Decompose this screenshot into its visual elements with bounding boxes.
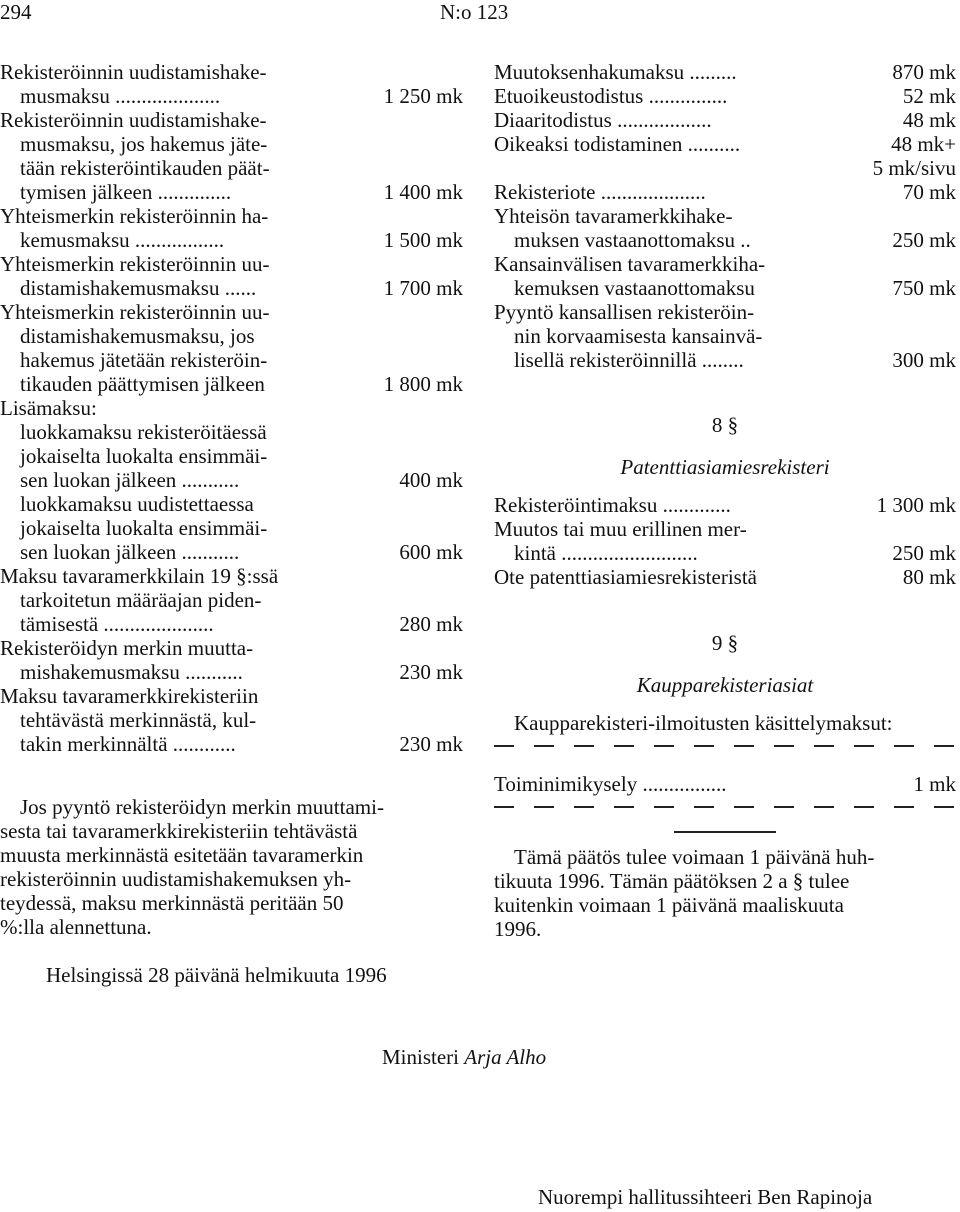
text-line: tarkoitetun määräajan piden- xyxy=(20,588,262,612)
text-line: Rekisteröinnin uudistamishake- xyxy=(0,60,267,84)
fee-label: Kansainvälisen tavaramerkkiha- xyxy=(494,252,766,276)
text-line: takin merkinnältä ............ xyxy=(20,732,236,756)
paragraph-line: rekisteröinnin uudistamishakemuksen yh- xyxy=(0,867,352,891)
fee-amount: 1 250 mk xyxy=(383,84,463,108)
section-title: Patenttiasiamiesrekisteri xyxy=(620,455,830,479)
text-line: tymisen jälkeen .............. xyxy=(20,180,232,204)
text-line: tämisestä ..................... xyxy=(20,612,214,636)
fee-amount: 1 700 mk xyxy=(383,276,463,300)
fee-amount: 1 300 mk xyxy=(876,493,956,517)
text-line: sen luokan jälkeen ........... xyxy=(20,468,240,492)
text-line: musmaksu, jos hakemus jäte- xyxy=(20,132,268,156)
fee-amount: 1 400 mk xyxy=(383,180,463,204)
section-number: 8 § xyxy=(711,413,739,437)
text-line: distamishakemusmaksu, jos xyxy=(20,324,255,348)
fee-amount: 1 500 mk xyxy=(383,228,463,252)
closing-line: 1996. xyxy=(494,917,542,941)
fee-label: Toiminimikysely ................ xyxy=(494,772,727,796)
issue-number: N:o 123 xyxy=(440,0,509,24)
fee-label: Yhteisön tavaramerkkihake- xyxy=(494,204,733,228)
fee-label: Muutos tai muu erillinen mer- xyxy=(494,517,747,541)
section-intro: Kaupparekisteri-ilmoitusten käsittelymaksut: xyxy=(514,711,893,735)
fee-amount: 300 mk xyxy=(892,348,956,372)
separator-rule xyxy=(674,831,776,833)
text-line: sen luokan jälkeen ........... xyxy=(20,540,240,564)
text-line: jokaiselta luokalta ensimmäi- xyxy=(20,444,268,468)
omission-dashes xyxy=(494,745,954,747)
paragraph-line: sesta tai tavaramerkkirekisteriin tehtävästä xyxy=(0,819,358,843)
fee-amount: 250 mk xyxy=(892,228,956,252)
page-number: 294 xyxy=(0,0,32,24)
fee-label: Oikeaksi todistaminen .......... xyxy=(494,132,741,156)
fee-label: kemuksen vastaanottomaksu xyxy=(514,276,755,300)
fee-amount: 1 800 mk xyxy=(383,372,463,396)
section-title: Kaupparekisteriasiat xyxy=(636,673,814,697)
fee-amount: 48 mk+ xyxy=(891,132,956,156)
fee-amount: 250 mk xyxy=(892,541,956,565)
text-line: luokkamaksu uudistettaessa xyxy=(20,492,254,516)
minister-title: Ministeri xyxy=(382,1045,459,1069)
text-line: Yhteismerkin rekisteröinnin uu- xyxy=(0,252,270,276)
text-line: luokkamaksu rekisteröitäessä xyxy=(20,420,267,444)
text-line: musmaksu .................... xyxy=(20,84,221,108)
fee-amount: 280 mk xyxy=(399,612,463,636)
text-line: kemusmaksu ................. xyxy=(20,228,225,252)
fee-label: kintä .......................... xyxy=(514,541,698,565)
fee-amount: 870 mk xyxy=(892,60,956,84)
fee-label: Rekisteröintimaksu ............. xyxy=(494,493,731,517)
place-date: Helsingissä 28 päivänä helmikuuta 1996 xyxy=(46,963,387,987)
fee-amount: 600 mk xyxy=(399,540,463,564)
fee-amount: 230 mk xyxy=(399,732,463,756)
omission-dashes xyxy=(494,806,954,808)
paragraph-line: %:lla alennettuna. xyxy=(0,915,152,939)
fee-label: Muutoksenhakumaksu ......... xyxy=(494,60,737,84)
paragraph-line: Jos pyyntö rekisteröidyn merkin muuttami- xyxy=(20,795,384,819)
fee-amount: 52 mk xyxy=(902,84,956,108)
fee-label: Pyyntö kansallisen rekisteröin- xyxy=(494,300,755,324)
fee-label: Rekisteriote .................... xyxy=(494,180,706,204)
text-line: Yhteismerkin rekisteröinnin ha- xyxy=(0,204,269,228)
closing-line: Tämä päätös tulee voimaan 1 päivänä huh- xyxy=(514,845,875,869)
text-line: distamishakemusmaksu ...... xyxy=(20,276,257,300)
fee-amount: 48 mk xyxy=(902,108,956,132)
fee-amount: 230 mk xyxy=(399,660,463,684)
paragraph-line: muusta merkinnästä esitetään tavaramerkin xyxy=(0,843,364,867)
fee-amount: 400 mk xyxy=(399,468,463,492)
text-line: tään rekisteröintikauden päät- xyxy=(20,156,270,180)
text-line: hakemus jätetään rekisteröin- xyxy=(20,348,268,372)
text-line: Yhteismerkin rekisteröinnin uu- xyxy=(0,300,270,324)
text-line: Maksu tavaramerkkilain 19 §:ssä xyxy=(0,564,279,588)
fee-label: Ote patenttiasiamiesrekisteristä xyxy=(494,565,757,589)
fee-amount: 5 mk/sivu xyxy=(872,156,956,180)
signature-secretary: Nuorempi hallitussihteeri Ben Rapinoja xyxy=(538,1185,873,1209)
text-line: tehtävästä merkinnästä, kul- xyxy=(20,708,257,732)
text-line: mishakemusmaksu ........... xyxy=(20,660,243,684)
fee-amount: 80 mk xyxy=(902,565,956,589)
section-number: 9 § xyxy=(711,631,739,655)
fee-label: muksen vastaanottomaksu .. xyxy=(514,228,751,252)
fee-label: Etuoikeustodistus ............... xyxy=(494,84,728,108)
text-line: Lisämaksu: xyxy=(0,396,97,420)
text-line: Rekisteröidyn merkin muutta- xyxy=(0,636,254,660)
text-line: tikauden päättymisen jälkeen xyxy=(20,372,265,396)
closing-line: kuitenkin voimaan 1 päivänä maaliskuuta xyxy=(494,893,844,917)
fee-label: Diaaritodistus .................. xyxy=(494,108,712,132)
fee-amount: 70 mk xyxy=(902,180,956,204)
closing-line: tikuuta 1996. Tämän päätöksen 2 a § tulee xyxy=(494,869,850,893)
text-line: jokaiselta luokalta ensimmäi- xyxy=(20,516,268,540)
fee-label: nin korvaamisesta kansainvä- xyxy=(514,324,763,348)
signature-minister xyxy=(382,1045,546,1069)
fee-amount: 1 mk xyxy=(913,772,956,796)
paragraph-line: teydessä, maksu merkinnästä peritään 50 xyxy=(0,891,344,915)
minister-name: Arja Alho xyxy=(464,1045,547,1069)
fee-label: lisellä rekisteröinnillä ........ xyxy=(514,348,744,372)
fee-amount: 750 mk xyxy=(892,276,956,300)
text-line: Rekisteröinnin uudistamishake- xyxy=(0,108,267,132)
text-line: Maksu tavaramerkkirekisteriin xyxy=(0,684,259,708)
